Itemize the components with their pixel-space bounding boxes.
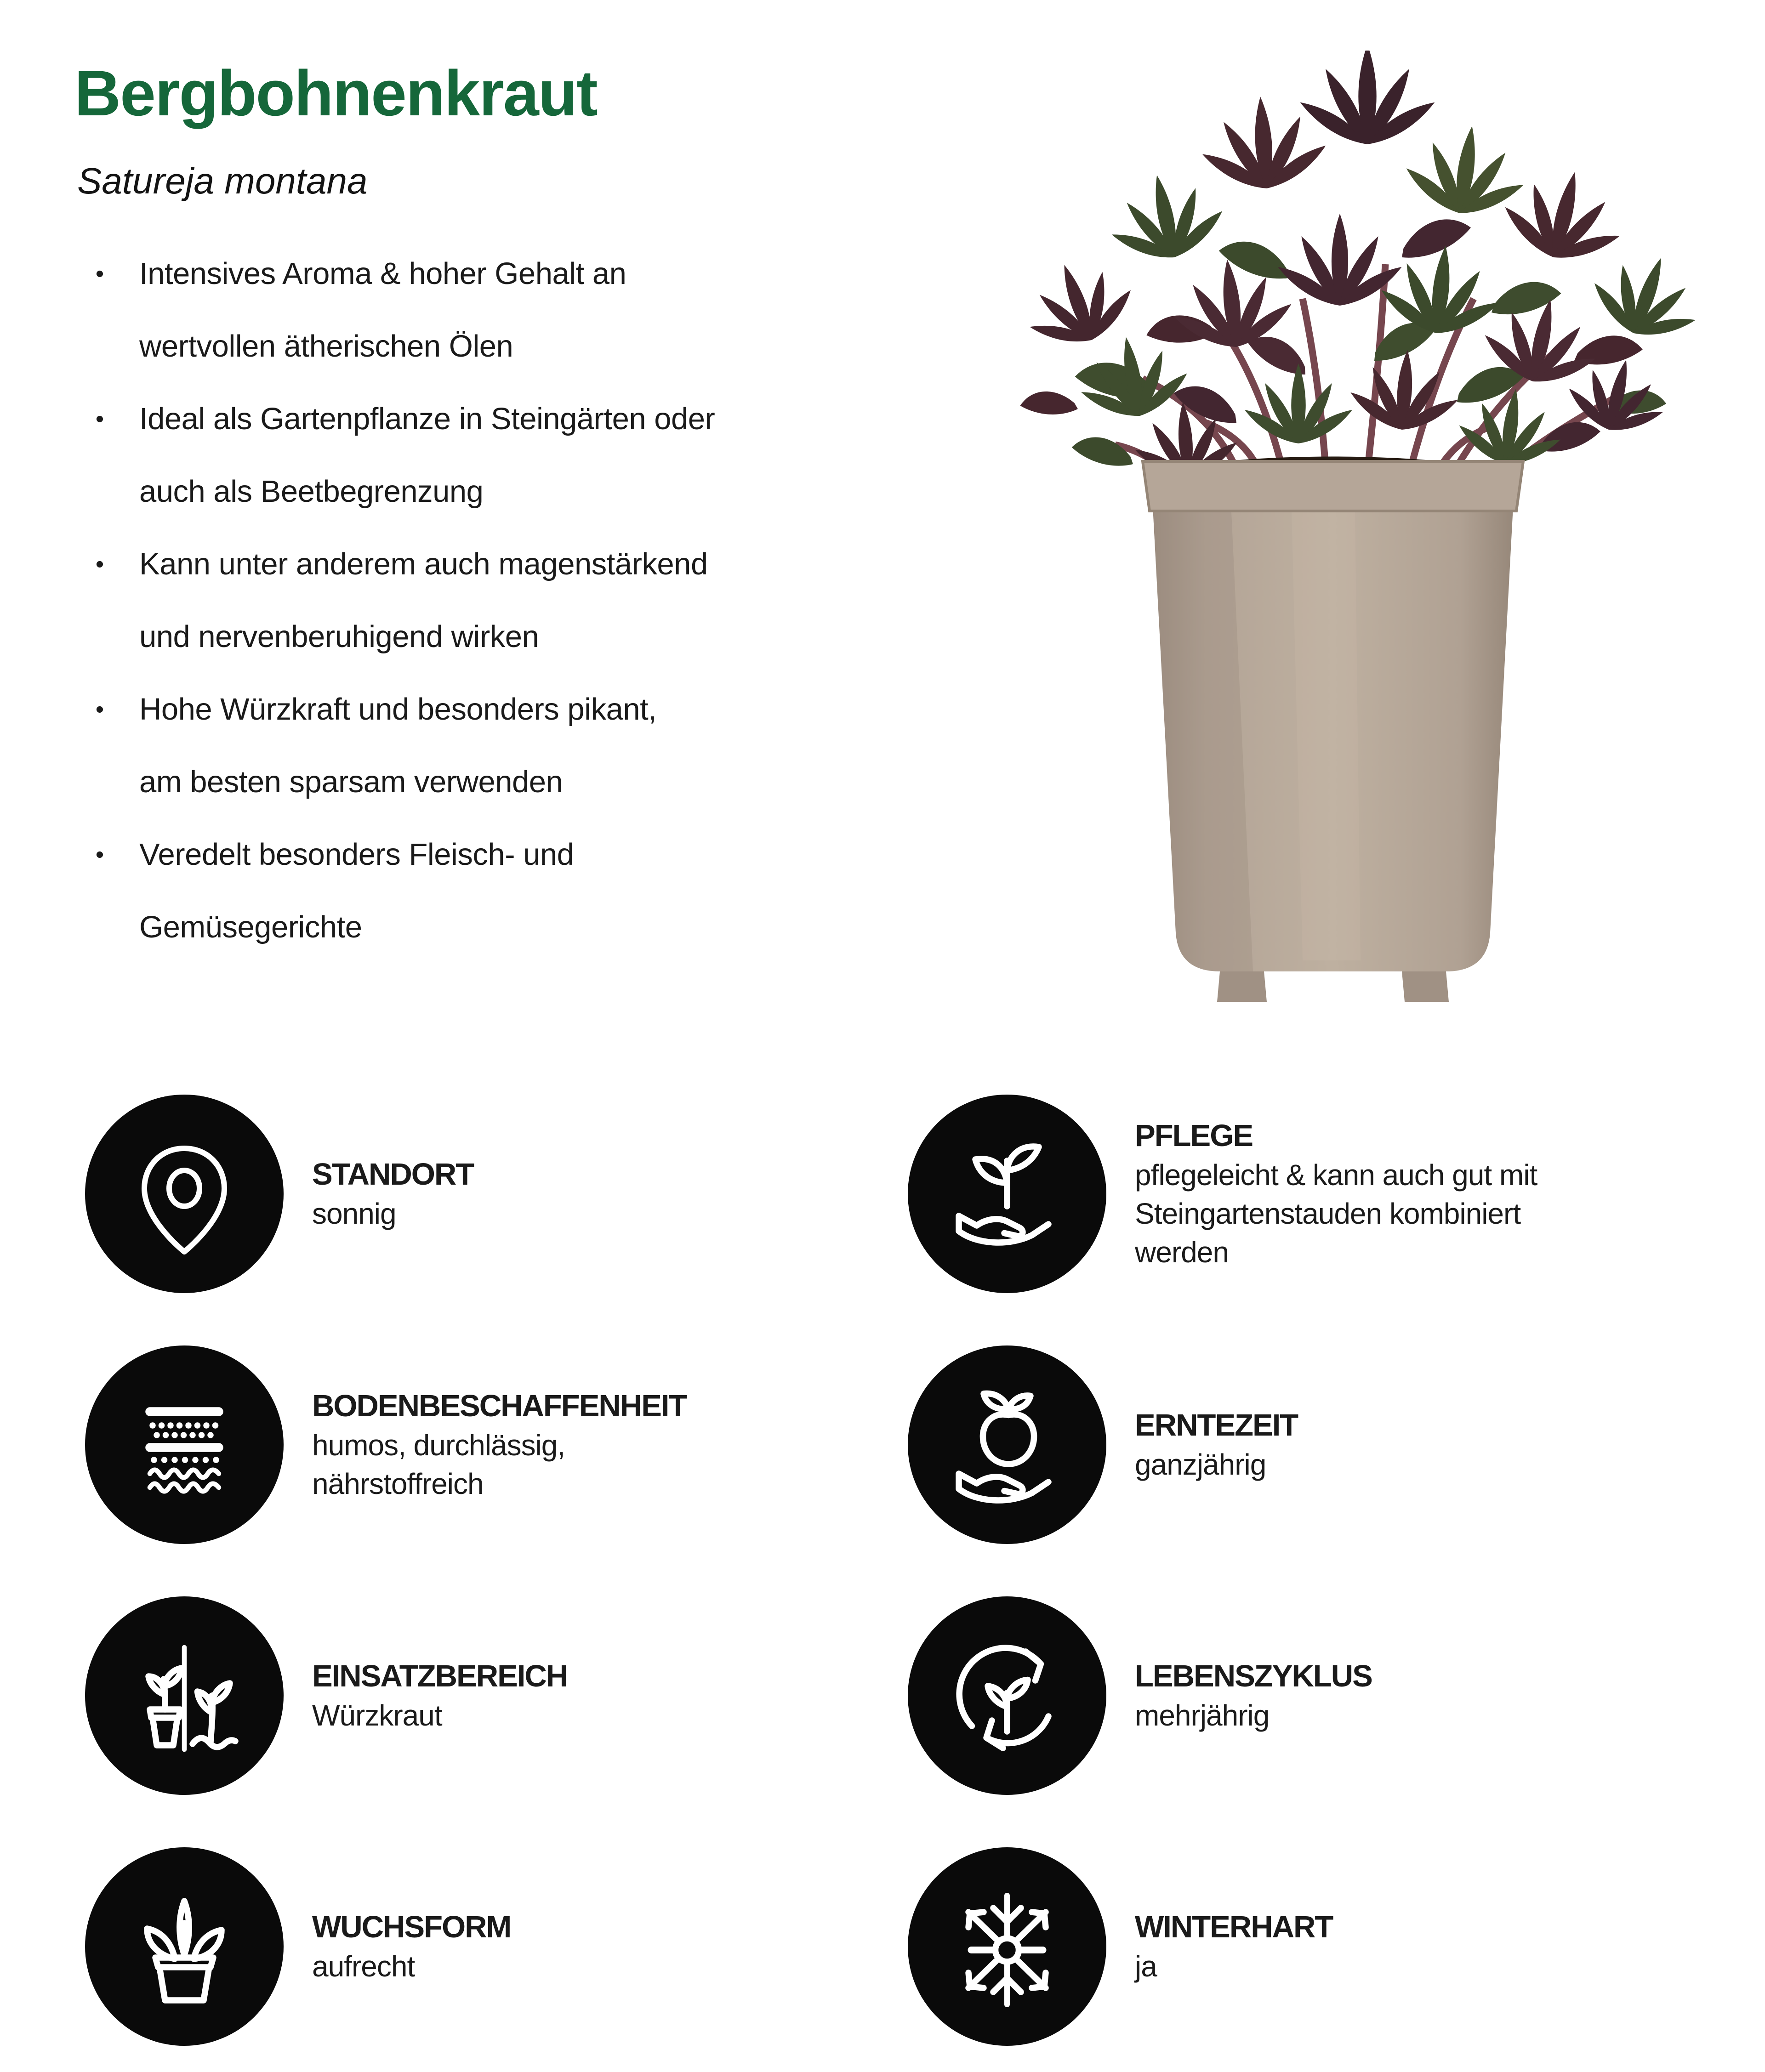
bullet-icon: • bbox=[95, 841, 104, 868]
location-pin-icon bbox=[85, 1095, 284, 1293]
attribute-value: Steingartenstauden kombiniert bbox=[1135, 1197, 1521, 1230]
attribute-value: humos, durchlässig, bbox=[312, 1429, 565, 1462]
list-item bbox=[85, 528, 922, 673]
list-item-text: Gemüsegerichte bbox=[139, 910, 362, 944]
attribute-winterhart bbox=[908, 1821, 1671, 2072]
list-item-text: Kann unter anderem auch magenstärkend bbox=[139, 547, 708, 581]
list-item-text: wertvollen ätherischen Ölen bbox=[139, 329, 513, 363]
attribute-label: WUCHSFORM bbox=[312, 1910, 511, 1944]
list-item bbox=[85, 818, 922, 964]
list-item-text: Ideal als Gartenpflanze in Steingärten oder bbox=[139, 402, 715, 436]
potted-plant-illustration bbox=[947, 51, 1719, 1016]
life-cycle-arrows-icon bbox=[908, 1596, 1106, 1795]
attribute-wuchsform bbox=[85, 1821, 908, 2072]
attribute-erntezeit bbox=[908, 1319, 1671, 1570]
attribute-text bbox=[312, 1657, 567, 1735]
fruit-in-hand-icon bbox=[908, 1345, 1106, 1544]
attribute-label: WINTERHART bbox=[1135, 1910, 1333, 1944]
pot-and-ground-plant-icon bbox=[85, 1596, 284, 1795]
bullet-icon: • bbox=[95, 696, 104, 723]
attribute-bodenbeschaffenheit bbox=[85, 1319, 908, 1570]
attribute-label: ERNTEZEIT bbox=[1135, 1408, 1298, 1442]
attribute-label: PFLEGE bbox=[1135, 1118, 1253, 1153]
attribute-text bbox=[1135, 1116, 1537, 1272]
bullet-icon: • bbox=[95, 261, 104, 287]
attribute-text bbox=[1135, 1406, 1298, 1484]
attribute-value: sonnig bbox=[312, 1197, 396, 1230]
attribute-value: ja bbox=[1135, 1950, 1157, 1983]
list-item-text: Intensives Aroma & hoher Gehalt an bbox=[139, 256, 626, 291]
seedling-in-hand-icon bbox=[908, 1095, 1106, 1293]
attribute-value: aufrecht bbox=[312, 1950, 415, 1983]
list-item-text: Veredelt besonders Fleisch- und bbox=[139, 837, 574, 872]
page-title: Bergbohnenkraut bbox=[74, 57, 597, 129]
attribute-pflege bbox=[908, 1068, 1671, 1319]
bullet-icon: • bbox=[95, 406, 104, 432]
attribute-text bbox=[1135, 1657, 1372, 1735]
attribute-text bbox=[1135, 1907, 1332, 1986]
bullet-icon: • bbox=[95, 551, 104, 578]
attribute-einsatzbereich bbox=[85, 1570, 908, 1821]
plant-photo bbox=[947, 51, 1719, 1016]
attribute-text bbox=[312, 1907, 511, 1986]
list-item bbox=[85, 238, 922, 383]
list-item bbox=[85, 673, 922, 818]
list-item-text: und nervenberuhigend wirken bbox=[139, 619, 539, 654]
list-item-text: Hohe Würzkraft und besonders pikant, bbox=[139, 692, 657, 727]
attribute-label: EINSATZBEREICH bbox=[312, 1659, 568, 1693]
soil-layers-icon bbox=[85, 1345, 284, 1544]
attribute-lebenszyklus bbox=[908, 1570, 1671, 1821]
attribute-text bbox=[312, 1155, 473, 1233]
attribute-value: ganzjährig bbox=[1135, 1448, 1266, 1481]
attribute-value: mehrjährig bbox=[1135, 1699, 1270, 1732]
attribute-grid bbox=[85, 1068, 1671, 2072]
attribute-value: nährstoffreich bbox=[312, 1467, 484, 1500]
attribute-label: STANDORT bbox=[312, 1157, 474, 1192]
attribute-value: pflegeleicht & kann auch gut mit bbox=[1135, 1158, 1537, 1192]
list-item-text: auch als Beetbegrenzung bbox=[139, 474, 484, 509]
attribute-value: Würzkraut bbox=[312, 1699, 442, 1732]
attribute-text bbox=[312, 1386, 686, 1503]
botanical-name: Satureja montana bbox=[77, 160, 368, 201]
upright-plant-in-pot-icon bbox=[85, 1847, 284, 2046]
attribute-label: BODENBESCHAFFENHEIT bbox=[312, 1389, 687, 1423]
attribute-standort bbox=[85, 1068, 908, 1319]
attribute-value: werden bbox=[1135, 1236, 1229, 1269]
feature-list bbox=[85, 238, 922, 964]
list-item-text: am besten sparsam verwenden bbox=[139, 765, 563, 799]
attribute-label: LEBENSZYKLUS bbox=[1135, 1659, 1372, 1693]
snowflake-icon bbox=[908, 1847, 1106, 2046]
list-item bbox=[85, 383, 922, 528]
